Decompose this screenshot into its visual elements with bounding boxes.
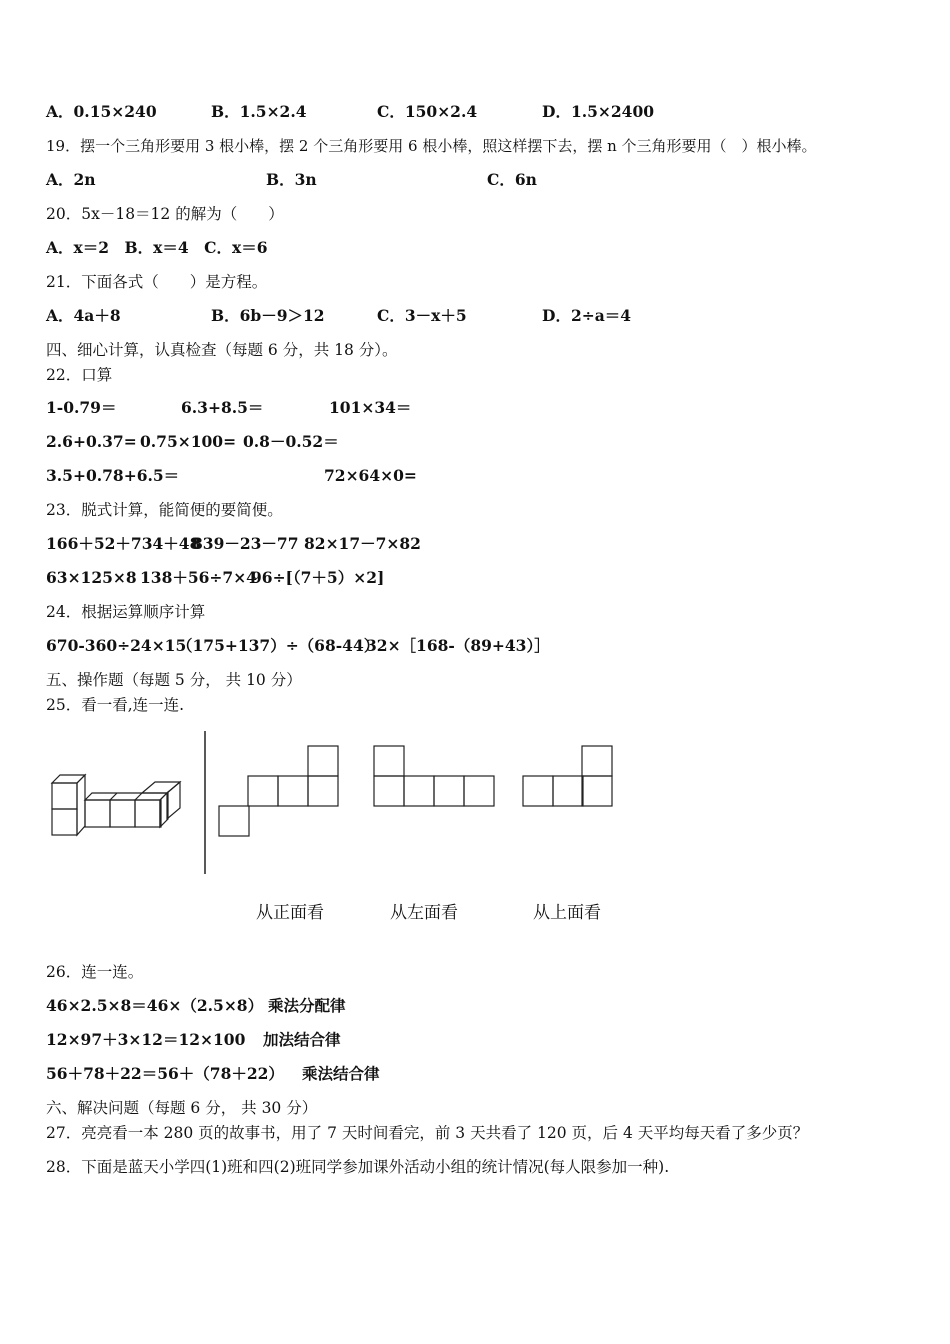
q23-item: 839－23－77 <box>192 534 299 553</box>
q26-expression: 12×97＋3×12＝12×100 <box>46 1030 246 1049</box>
q27-question: 27．亮亮看一本 280 页的故事书，用了 7 天时间看完，前 3 天共看了 120 页，后 4 天平均每天看了多少页？ <box>46 1124 809 1142</box>
q19-option-b: B．3n <box>266 170 317 189</box>
section-4-title: 四、细心计算，认真检查（每题 6 分，共 18 分）。 <box>46 341 398 359</box>
q26-law: 加法结合律 <box>263 1030 341 1049</box>
q22-item: 2.6+0.37= <box>46 432 137 451</box>
q22-item: 3.5+0.78+6.5＝ <box>46 466 180 485</box>
q22-item: 1-0.79＝ <box>46 398 117 417</box>
q18-option-b: B．1.5×2.4 <box>211 102 307 121</box>
q26-expression: 56＋78＋22＝56＋（78＋22） <box>46 1064 284 1083</box>
q22-item: 6.3+8.5＝ <box>181 398 264 417</box>
q22-item: 101×34＝ <box>329 398 412 417</box>
q26-expression: 46×2.5×8＝46×（2.5×8） <box>46 996 264 1015</box>
q24-question: 24．根据运算顺序计算 <box>46 603 206 621</box>
section-6-title: 六、解决问题（每题 6 分， 共 30 分） <box>46 1099 318 1117</box>
q26-law: 乘法结合律 <box>302 1064 380 1083</box>
q19-question: 19．摆一个三角形要用 3 根小棒，摆 2 个三角形要用 6 根小棒，照这样摆下去，摆 n 个三角形要用（ ）根小棒。 <box>46 137 817 155</box>
view-grid-top <box>523 746 612 806</box>
q22-item: 0.75×100= <box>140 432 237 451</box>
q18-option-c: C．150×2.4 <box>377 102 478 121</box>
caption-top-view: 从上面看 <box>533 903 601 923</box>
q23-question: 23．脱式计算，能简便的要简便。 <box>46 501 283 519</box>
q21-option-b: B．6b－9＞12 <box>211 306 325 325</box>
q21-question: 21．下面各式（ ）是方程。 <box>46 273 268 291</box>
q25-question: 25．看一看,连一连. <box>46 696 185 714</box>
cube-solid <box>52 775 180 835</box>
q24-item: 32×［168-（89+43）］ <box>366 636 550 655</box>
view-grid-left <box>374 746 494 806</box>
view-grid-front <box>219 746 338 836</box>
q21-option-a: A．4a＋8 <box>46 306 121 325</box>
q19-option-a: A．2n <box>46 170 96 189</box>
q22-item: 72×64×0= <box>324 466 417 485</box>
q22-item: 0.8－0.52＝ <box>243 432 339 451</box>
q23-item: 96÷[（7＋5）×2] <box>251 568 385 587</box>
caption-left-view: 从左面看 <box>390 903 458 923</box>
q23-item: 138＋56÷7×4 <box>140 568 257 587</box>
q23-item: 63×125×8 <box>46 568 137 587</box>
section-5-title: 五、操作题（每题 5 分， 共 10 分） <box>46 671 302 689</box>
q21-option-d: D．2÷a＝4 <box>542 306 632 325</box>
q21-option-c: C．3－x＋5 <box>377 306 467 325</box>
q26-question: 26．连一连。 <box>46 963 144 981</box>
q18-option-a: A．0.15×240 <box>46 102 157 121</box>
q23-item: 166＋52＋734＋48 <box>46 534 201 553</box>
q23-item: 82×17－7×82 <box>304 534 421 553</box>
q22-question: 22．口算 <box>46 366 113 384</box>
q26-law: 乘法分配律 <box>268 996 346 1015</box>
q28-question: 28．下面是蓝天小学四(1)班和四(2)班同学参加课外活动小组的统计情况(每人限参加一种). <box>46 1158 670 1176</box>
q18-option-d: D．1.5×2400 <box>542 102 655 121</box>
q24-item: 670-360÷24×15 <box>46 636 187 655</box>
caption-front-view: 从正面看 <box>256 903 324 923</box>
q19-option-c: C．6n <box>487 170 537 189</box>
q20-options: A．x＝2 B．x＝4 C．x＝6 <box>46 238 268 257</box>
q20-question: 20．5x－18＝12 的解为（ ） <box>46 205 284 223</box>
q24-item: （175+137）÷（68-44） <box>177 636 380 655</box>
